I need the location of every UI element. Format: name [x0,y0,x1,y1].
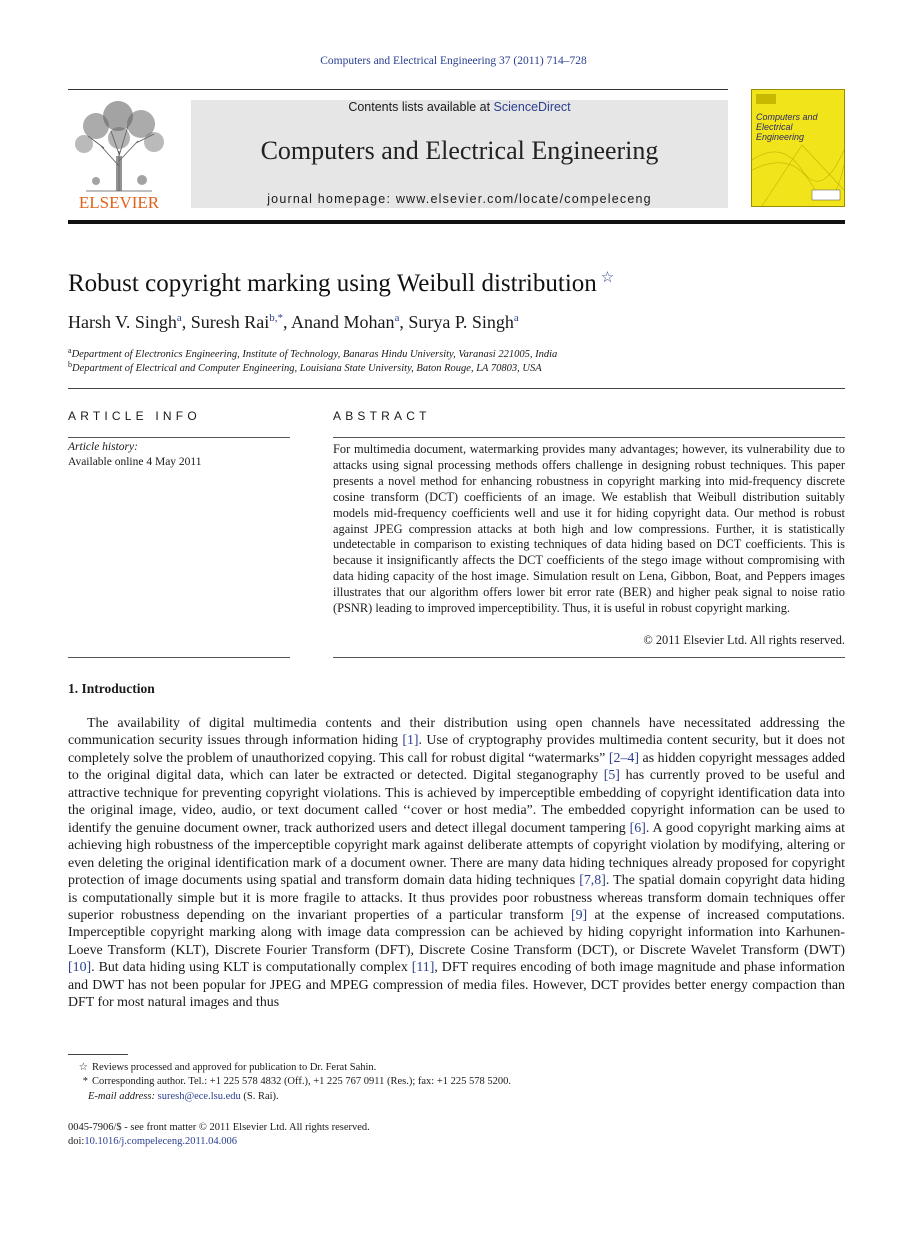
intro-text: . The spatial domain copyright data hiding is computationally simple but it is more fragile to attacks. It thus provides poor robustness whereas transform domain techniques offer superior robustness depending on the invariant properties of a particular transform [68,873,845,923]
doi-label: doi: [68,1136,85,1147]
footnote-rule [68,1054,128,1055]
author-affiliation-marker[interactable]: b,* [269,312,283,324]
citation-link[interactable]: [10] [68,960,92,976]
citation-link[interactable]: [2–4] [608,750,639,766]
elsevier-logo [66,96,172,212]
article-title [68,268,614,298]
footnote-corresponding-author [68,1076,511,1087]
introduction-paragraph [68,715,845,1012]
intro-text: . Use of cryptography provides multimedia content security, but it does not completely solve the problem of unauthorized copying. This call for robust digital “watermarks” [68,733,845,766]
cover-art-icon [752,90,844,206]
article-info-rule-bottom [68,657,290,658]
homepage-link[interactable]: www.elsevier.com/locate/compeleceng [395,192,652,206]
doi-link[interactable]: 10.1016/j.compeleceng.2011.04.006 [84,1136,238,1147]
affiliation-b [68,360,542,374]
email-suffix: (S. Rai). [240,1091,279,1102]
abstract-rule-bottom [333,657,845,658]
contents-line [191,100,728,114]
sciencedirect-link[interactable]: ScienceDirect [493,100,571,114]
intro-text: has currently proved to be useful and attractive technique for preventing copyright violations. This is achieved by imperceptible embedding of copyright identification data into the original image, video, audio, or text document called ‘‘cover or host media”. The embedded copyright information can be used to identify the genuine document owner, track authorized users and detect illegal document tampering [68,768,846,836]
homepage-prefix: journal homepage: [267,192,396,206]
section-rule [68,388,845,389]
author-name[interactable]: Suresh Rai [190,312,270,332]
author-affiliation-marker[interactable]: a [394,312,400,324]
citation-link[interactable]: [7,8] [579,873,606,889]
issn-line: 0045-7906/$ - see front matter © 2011 Elsevier Ltd. All rights reserved. [68,1122,370,1133]
elsevier-tree-icon [66,96,172,212]
header-top-rule [68,89,728,90]
citation-link[interactable]: [5] [603,768,620,784]
abstract-copyright: © 2011 Elsevier Ltd. All rights reserved. [643,633,845,647]
affiliation-marker: a [68,346,72,355]
intro-text: at the expense of increased computations. Imperceptible copyright marking along with image data compression can be achieved by hiding copyright information into Karhunen-Loeve Transform (KLT), Discrete Fourier Transform (DFT), Discrete Cosine Transform (DCT), or Discrete Wavelet Transform (DWT) [68,907,845,958]
affiliation-marker: b [68,360,72,369]
intro-text: as hidden copyright messages added to the original digital data, which can later be extracted or detected. Digital steganography [68,750,846,784]
abstract-rule-top [333,437,845,438]
author-name[interactable]: Harsh V. Singh [68,312,177,332]
article-history-value: Available online 4 May 2011 [68,456,202,468]
intro-text: . A good copyright marking aims at achieving high robustness of the imperceptible copyright mark against deliberate attempts of copyright violation by modifying, altering or even deleting the original identification mark of a document owner. There are many data hiding techniques already proposed for copyright protection of image documents using spatial and transform domain data hiding techniques [68,820,846,889]
footnote-star-marker: ☆ [78,1062,88,1073]
author-name[interactable]: Anand Mohan [291,312,395,332]
article-info-rule-top [68,437,290,438]
author-affiliation-marker[interactable]: a [176,312,182,324]
intro-text: The availability of digital multimedia contents and their distribution using open channels have necessitated addressing the communication security issues through information hiding [68,716,845,749]
citation-link[interactable]: [9] [570,907,588,923]
citation-link[interactable]: [6] [629,820,646,836]
homepage-line [191,192,728,206]
abstract-heading: ABSTRACT [333,409,431,423]
article-title-text: Robust copyright marking using Weibull distribution [68,270,597,297]
footnote-asterisk-marker: * [82,1076,88,1087]
journal-title: Computers and Electrical Engineering [260,136,659,165]
introduction-heading: 1. Introduction [68,681,155,696]
author-affiliation-marker[interactable]: a [513,312,519,324]
footnote-text: Corresponding author. Tel.: +1 225 578 4832 (Off.), +1 225 767 0911 (Res.); fax: +1 225 578 5200. [92,1076,512,1087]
author-list: Harsh V. Singh$^a$, Suresh Rai$^{b,*}$, Anand Mohan$^a$, Surya P. Singh$^a$ [68,312,519,332]
email-label: E-mail address: [88,1091,155,1102]
header-bottom-rule [68,220,845,224]
elsevier-wordmark: ELSEVIER [78,193,160,212]
author-name[interactable]: Surya P. Singh [408,312,514,332]
article-info-heading: ARTICLE INFO [68,409,201,423]
citation-link[interactable]: [1] [402,733,419,749]
journal-cover-thumbnail[interactable] [751,89,845,207]
doi-line [68,1136,237,1147]
title-footnote-marker[interactable]: ☆ [600,270,615,286]
affiliation-text: Department of Electrical and Computer Engineering, Louisiana State University, Baton Rouge, LA 70803, USA [72,363,542,374]
journal-reference[interactable]: Computers and Electrical Engineering 37 (2011) 714–728 [320,55,587,67]
footnote-review [68,1061,376,1073]
intro-text: . But data hiding using KLT is computationally complex [91,960,412,976]
footnote-text: Reviews processed and approved for publication to Dr. Ferat Sahin. [92,1062,377,1073]
citation-link[interactable]: [11] [411,960,435,976]
affiliation-text: Department of Electronics Engineering, Institute of Technology, Banaras Hindu University, Varanasi 221005, India [71,349,558,360]
introduction-body [68,715,845,1012]
abstract-text: For multimedia document, watermarking provides many advantages; however, its vulnerability due to attacks using signal processing methods offers challenge in designing robust techniques. This paper presents a novel method for enhancing robustness in copyright marking into mid-frequency discrete cosine transform (DCT) coefficients of an image. We establish that Weibull distribution suitably models mid-frequency coefficients well and use it for hiding copyright data. Our method is robust against JPEG compression attacks at both high and low compressions. Further, it is statistically undetectable in comparison to existing techniques of data hiding based on DCT coefficients. This is because it insignificantly affects the DCT coefficients of the stego image without compromising with data hiding capacity of the host image. Simulation result on Lena, Gibbon, Boat, and Peppers images illustrates that our algorithm offers lower bit error rate (BER) and higher peak signal to noise ratio (PSNR) leading to improved imperceptibility. Thus, it is useful in robust copyright marking. [333,442,845,616]
affiliation-a [68,346,557,360]
footnote-email [88,1091,279,1102]
cover-title: Computers and Electrical Engineering [756,112,818,142]
contents-prefix: Contents lists available at [348,100,494,114]
intro-text: , DFT requires encoding of both image magnitude and phase information and DWT has not been popular for JPEG and MPEG compression of media files. However, DCT provides better energy compaction than DFT for most natural images and thus [68,960,845,1011]
email-link[interactable]: suresh@ece.lsu.edu [157,1091,241,1102]
article-history-label: Article history: [68,441,138,453]
